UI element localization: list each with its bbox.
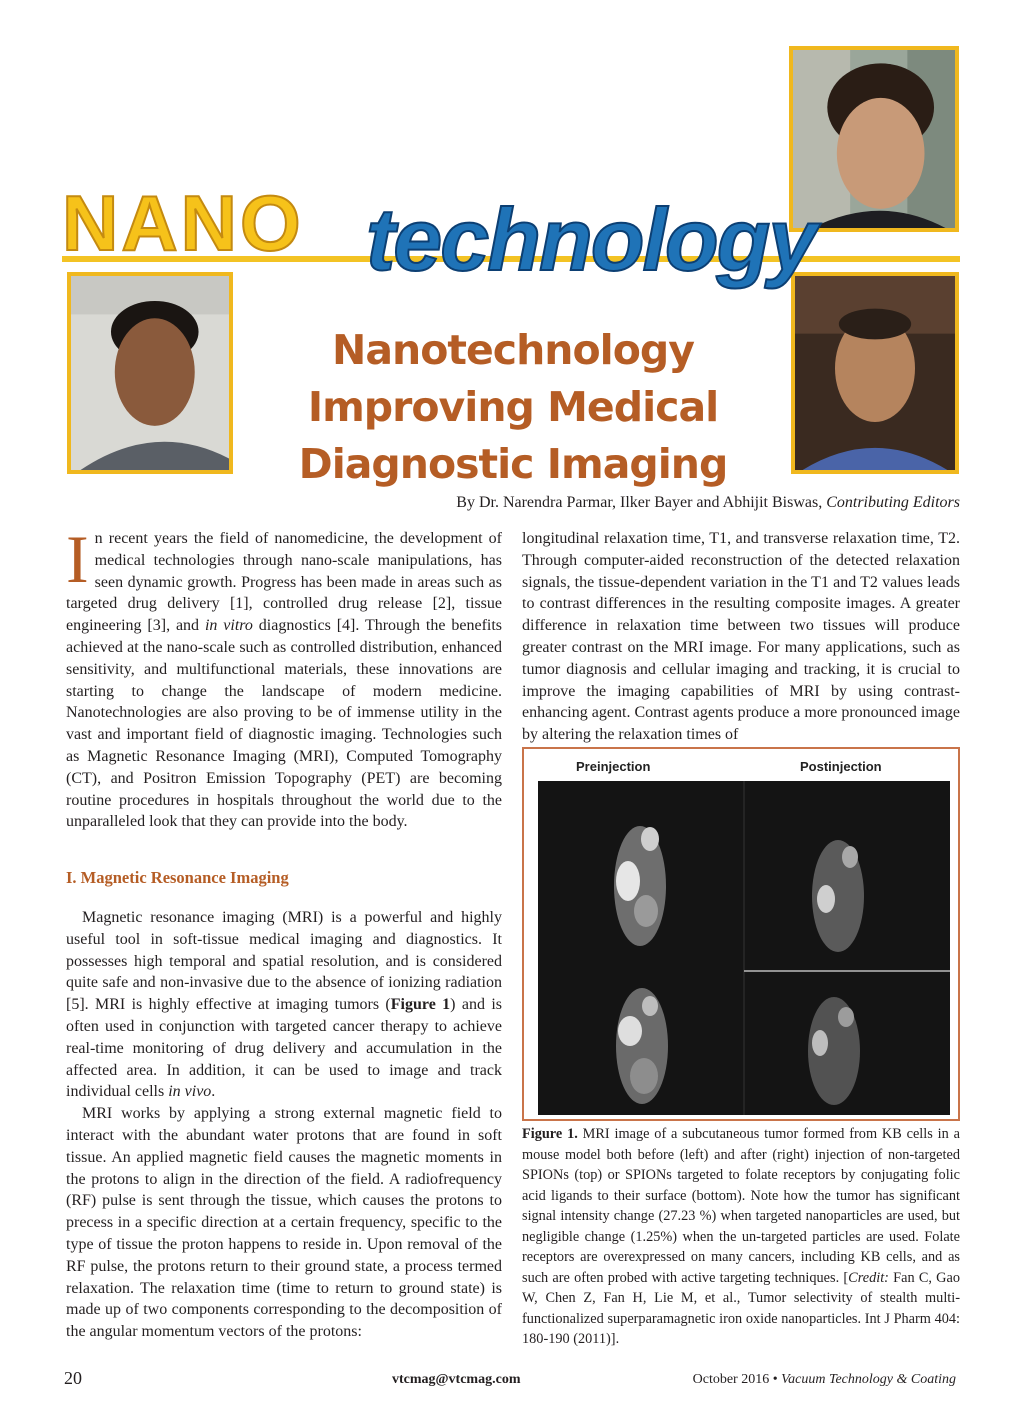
article-column-left (66, 521, 503, 1343)
masthead-nano: NANO (62, 179, 304, 267)
intro-text-rest: diagnostics [4]. Through the benefits achieved at the nano-scale such as controlled distribution, enhanced sensitivity, and multifunctional materials, these innovations are starting to change the landscape of modern medicine. Nanotechnologies are also proving to be of immense utility in the vast and important field of diagnostic imaging. Technologies such as Magnetic Resonance Imaging (MRI), Computed Tomography (CT), and Positron Emission Topography (PET) are becoming routine procedures in hospitals throughout the world due to the unparalleled look that they can provide into the body. (66, 617, 503, 831)
intro-text: n recent years the field of nanomedicine, the development of medical technologies through nano-scale manipulations, has seen dynamic growth. Progress has been made in areas such as targeted drug delivery [1], controlled drug release [2], tissue engineering [3], and (66, 530, 502, 635)
caption-label: Figure 1. (522, 1126, 578, 1142)
caption-citation: Fan C, Gao W, Chen Z, Fan H, Lie M, et al., Tumor selectivity of stealth multi-functionalized superparamagnetic iron oxide nanoparticles. Int J Pharm 404: 180-190 (2011)]. (522, 1269, 960, 1347)
byline-authors: By Dr. Narendra Parmar, Ilker Bayer and Abhijit Biswas, (456, 494, 827, 511)
intro-italic: in vitro (204, 617, 253, 635)
article-column-right (522, 528, 960, 746)
footer-issue-date: October 2016 • (692, 1372, 782, 1387)
byline (456, 494, 960, 512)
label-postinjection: Postinjection (800, 759, 882, 774)
mri-p1-italic: in vivo (168, 1083, 212, 1101)
author-photo-mid-right (791, 272, 959, 474)
right-column-paragraph: longitudinal relaxation time, T1, and transverse relaxation time, T2. Through computer-aided reconstruction of the detected relaxation signals, the tissue-dependent variation in the T1 and T2 values leads to contrast differences in the resulting composite images. A greater difference in relaxation time between two tissues will produce greater contrast on the MRI image. For many applications, such as tumor diagnosis and cellular imaging and tracking, it is crucial to improve the imaging capabilities of MRI by using contrast-enhancing agent. Contrast agents produce a more pronounced image by altering the relaxation times of (522, 530, 960, 744)
article-title (258, 322, 768, 493)
label-preinjection: Preinjection (576, 759, 651, 774)
footer-email-link[interactable]: vtcmag@vtcmag.com (392, 1372, 521, 1387)
author-photo-left (67, 272, 233, 474)
caption-text: MRI image of a subcutaneous tumor formed from KB cells in a mouse model both before (left) and after (right) injection of non-targeted SPIONs (top) or SPIONs targeted to folate receptors by conjugating folic acid ligands to their surface (bottom). Note how the tumor has significant signal intensity change (27.23 %) when targeted nanoparticles are used, but negligible change (1.25%) when the un-targeted particles are used. Folate receptors are overexpressed on many cancers, including KB cells, and as such are often probed with active targeting techniques. [ (522, 1126, 960, 1286)
mri-image (538, 781, 950, 1115)
mri-paragraph-1 (66, 907, 502, 1103)
mri-paragraph-2: MRI works by applying a strong external magnetic field to interact with the abundant water protons that are found in soft tissue. An applied magnetic field causes the magnetic moments in the protons to align in the direction of the field. A radiofrequency (RF) pulse is sent through the tissue, which causes the protons to precess in a specific direction at a certain frequency, specific to the type of tissue the proton happens to reside in. Upon removal of the RF pulse, the protons return to their ground state, a process termed relaxation. The relaxation time (time to return to ground state) is made up of two components corresponding to the decomposition of the angular momentum vectors of the protons: (66, 1105, 502, 1341)
mri-scan-graphic (538, 781, 950, 1115)
mri-p1-text-b: ) and is often used in conjunction with targeted cancer therapy to achieve real-time monitoring of drug delivery and accumulation in the affected area. In addition, it can be used to image and track individual cells (66, 996, 502, 1101)
section-heading-mri: I. Magnetic Resonance Imaging (66, 868, 289, 888)
page-number: 20 (64, 1368, 82, 1388)
drop-cap: I (66, 521, 89, 597)
footer-issue (693, 1372, 956, 1388)
masthead-technology: technology (366, 190, 816, 289)
mri-p1-text-c: . (211, 1083, 216, 1101)
figure-reference: Figure 1 (390, 996, 451, 1014)
article-title-line-1: Nanotechnology (332, 326, 694, 374)
figure-1-caption (522, 1124, 960, 1350)
mri-p1-text-a: Magnetic resonance imaging (MRI) is a powerful and highly useful tool in soft-tissue medical imaging and diagnostics. It possesses high temporal and spatial resolution, and is considered quite safe and non-invasive due to the absence of ionizing radiation [5]. MRI is highly effective at imaging tumors ( (66, 908, 502, 1014)
figure-1 (522, 747, 960, 1121)
article-title-line-3: Diagnostic Imaging (298, 440, 728, 488)
footer-magazine-name: Vacuum Technology & Coating (781, 1372, 956, 1387)
byline-role: Contributing Editors (826, 494, 960, 511)
article-title-line-2: Improving Medical (307, 383, 719, 431)
caption-credit-label: Credit: (848, 1269, 889, 1286)
intro-paragraph (66, 521, 503, 833)
